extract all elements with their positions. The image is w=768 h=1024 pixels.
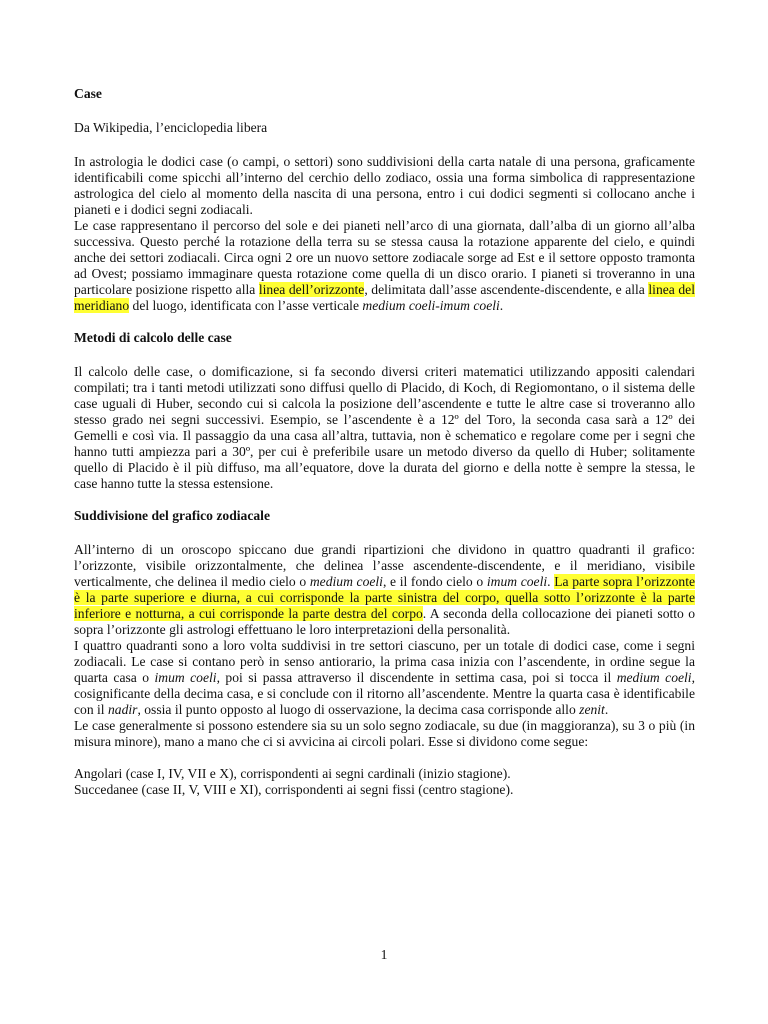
- highlight-linea-orizzonte: linea dell’orizzonte: [258, 282, 365, 297]
- italic-term: medium coeli-imum coeli: [362, 298, 500, 313]
- section-heading-suddivisione: Suddivisione del grafico zodiacale: [74, 508, 270, 523]
- text-run: .: [499, 298, 504, 313]
- italic-term: imum coeli: [486, 574, 548, 589]
- list-item-angolari: Angolari (case I, IV, VII e X), corrispondenti ai segni cardinali (inizio stagione).: [74, 766, 511, 781]
- text-run: , cosignificante della decima casa, e si conclude con il ritorno all’ascendente. Mentre la quarta casa è identificabile con il: [74, 670, 695, 717]
- suddivisione-paragraph-3: Le case generalmente si possono estendere sia su un solo segno zodiacale, su due (in maggioranza), su 3 o più (in misura minore), mano a mano che ci si avvicina ai circoli polari. Esse si dividono come segue:: [74, 718, 695, 749]
- document-page: [74, 86, 695, 798]
- text-run: , ossia il punto opposto al luogo di osservazione, la decima casa corrisponde allo: [137, 702, 580, 717]
- text-run: .: [604, 702, 609, 717]
- italic-term: nadir: [107, 702, 138, 717]
- section-heading-metodi: Metodi di calcolo delle case: [74, 330, 232, 345]
- text-run: .: [547, 574, 555, 589]
- highlight-linea-meridiano: linea del meridiano: [74, 282, 695, 313]
- source-line: Da Wikipedia, l’enciclopedia libera: [74, 120, 268, 135]
- suddivisione-paragraph-1: [74, 542, 695, 638]
- page-number: 1: [380, 947, 388, 962]
- intro-paragraph-1: In astrologia le dodici case (o campi, o settori) sono suddivisioni della carta natale di una persona, graficamente identificabili come spicchi all’interno del cerchio dello zodiaco, ossia una forma simbolica di rappresentazione astrologica del cielo al momento della nascita di una persona, entro i cui dodici segmenti si collocano anche i pianeti e i dodici segni zodiacali.: [74, 154, 695, 217]
- suddivisione-paragraph-2: [74, 638, 695, 718]
- italic-term: imum coeli: [154, 670, 217, 685]
- text-run: del luogo, identificata con l’asse verticale: [129, 298, 363, 313]
- text-run: , e il fondo cielo o: [382, 574, 487, 589]
- highlight-parte-sopra-orizzonte: La parte sopra l’orizzonte è la parte superiore e diurna, a cui corrisponde la parte sinistra del corpo, quella sotto l’orizzonte è la parte inferiore e notturna, a cui corrisponde la parte destra del corpo: [74, 574, 696, 621]
- list-item-succedanee: Succedanee (case II, V, VIII e XI), corrispondenti ai segni fissi (centro stagione).: [74, 782, 514, 797]
- text-run: , delimitata dall’asse ascendente-discendente, e alla: [364, 282, 649, 297]
- italic-term: medium coeli: [616, 670, 692, 685]
- text-run: . A seconda della collocazione dei pianeti sotto o sopra l’orizzonte gli astrologi effettuano le loro interpretazioni della personalità.: [74, 606, 695, 637]
- text-run: Le case rappresentano il percorso del sole e dei pianeti nell’arco di una giornata, dall’alba di un giorno all’alba successiva. Questo perché la rotazione della terra su se stessa causa la rotazione apparente del cielo, e quindi anche dei settori zodiacali. Circa ogni 2 ore un nuovo settore zodiacale sorge ad Est e il settore opposto tramonta ad Ovest; possiamo immaginare questa rotazione come quella di un disco orario. I pianeti si troveranno in una particolare posizione rispetto alla: [74, 218, 695, 297]
- text-run: , poi si passa attraverso il discendente in settima casa, poi si tocca il: [216, 670, 617, 685]
- italic-term: zenit: [579, 702, 605, 717]
- italic-term: medium coeli: [309, 574, 383, 589]
- text-run: I quattro quadranti sono a loro volta suddivisi in tre settori ciascuno, per un totale di dodici case, come i segni zodiacali. Le case si contano però in senso antiorario, la prima casa inizia con l’ascendente, in ordine segue la quarta casa o: [74, 638, 695, 685]
- text-run: All’interno di un oroscopo spiccano due grandi ripartizioni che dividono in quattro quadranti il grafico: l’orizzonte, visibile orizzontalmente, che delinea l’asse ascendente-discendente, e il meridiano, visibile verticalmente, che delinea il medio cielo o: [74, 542, 695, 589]
- document-title: Case: [74, 86, 102, 101]
- intro-paragraph-2: [74, 218, 695, 314]
- metodi-paragraph: Il calcolo delle case, o domificazione, si fa secondo diversi criteri matematici utilizzando appositi calendari compilati; tra i tanti metodi utilizzati sono diffusi quello di Placido, di Koch, di Regiomontano, o il sistema delle case uguali di Huber, secondo cui si calcola la posizione dell’ascendente e tutte le altre case si troveranno allo stesso grado nei segni successivi. Esempio, se l’ascendente è a 12º del Toro, la seconda casa sarà a 12º dei Gemelli e così via. Il passaggio da una casa all’altra, tuttavia, non è schematico e regolare come per i segni che hanno tutti ampiezza pari a 30º, per cui è preferibile usare un metodo diverso da quello di Huber; solitamente quello di Placido è il più diffuso, ma all’equatore, dove la durata del giorno e della notte è sempre la stessa, le case hanno tutte la stessa estensione.: [74, 364, 695, 491]
